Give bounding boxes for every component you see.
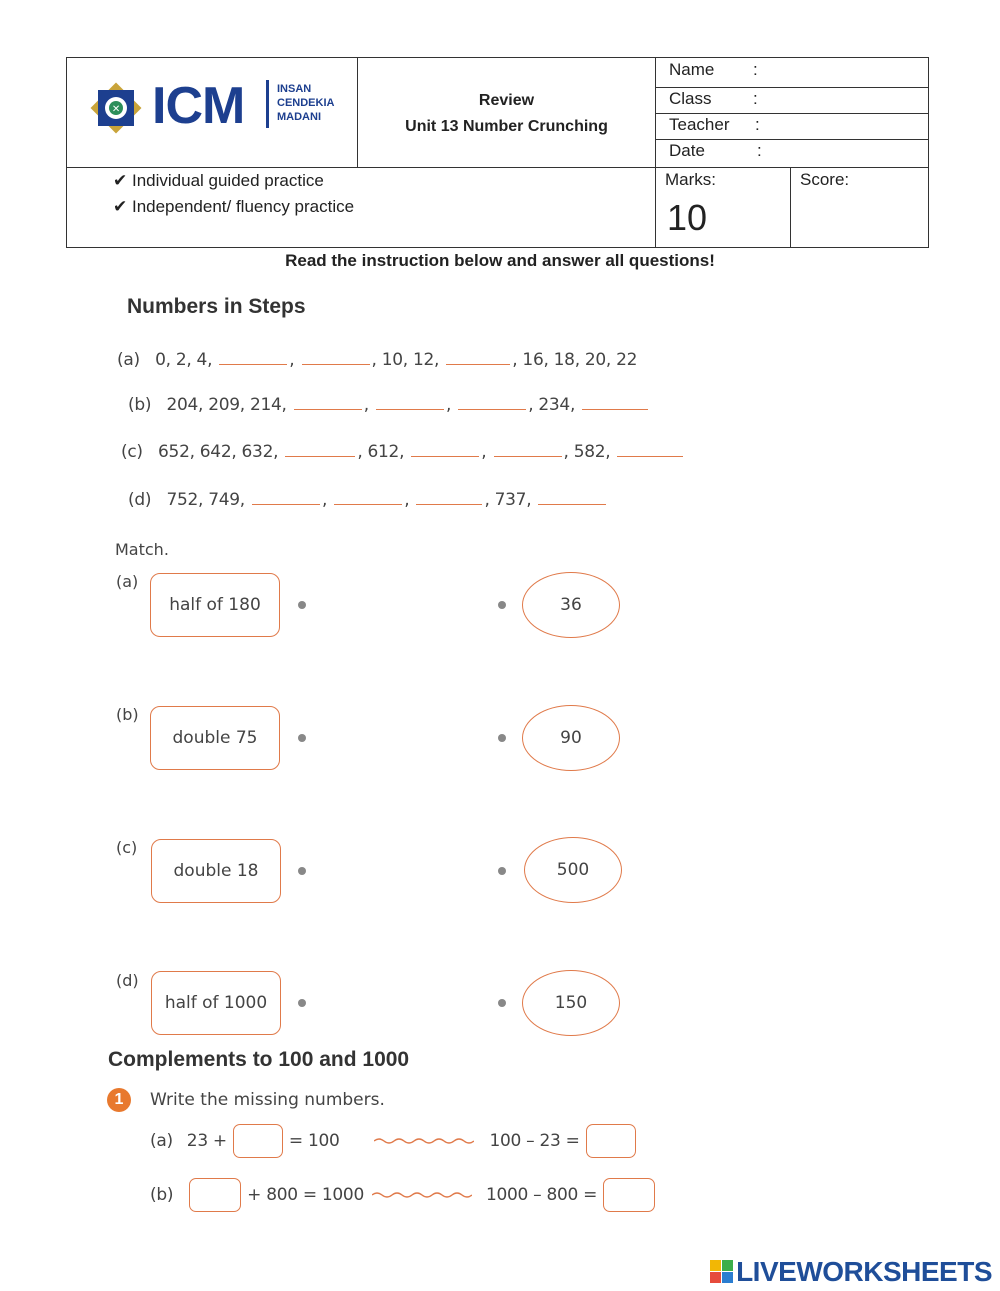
answer-blank[interactable] (294, 408, 362, 410)
logo-divider (266, 80, 269, 128)
liveworksheets-logo: LIVEWORKSHEETS (710, 1256, 992, 1288)
match-dot-left[interactable] (298, 999, 306, 1007)
match-left-box: double 18 (151, 839, 281, 903)
match-dot-right[interactable] (498, 734, 506, 742)
liveworksheets-icon (710, 1260, 734, 1284)
answer-blank[interactable] (252, 503, 320, 505)
score-label: Score: (800, 170, 850, 189)
match-right-oval: 36 (522, 572, 620, 638)
answer-box[interactable] (233, 1124, 283, 1158)
answer-box[interactable] (586, 1124, 636, 1158)
steps-row-d: (d) 752, 749, , , , 737, (128, 490, 608, 510)
answer-blank[interactable] (458, 408, 526, 410)
match-label: (b) (116, 705, 139, 724)
question-number: 1 (107, 1088, 131, 1112)
row-label: (d) (128, 490, 152, 510)
row-label: (b) (128, 395, 152, 415)
name-colon: : (753, 60, 758, 79)
name-field[interactable] (785, 60, 925, 84)
teacher-label: Teacher (669, 115, 730, 134)
worksheet-title: Review Unit 13 Number Crunching (405, 92, 608, 135)
logo-emblem-icon (88, 80, 144, 136)
answer-blank[interactable] (617, 455, 683, 457)
match-label: (a) (116, 572, 139, 591)
match-dot-right[interactable] (498, 867, 506, 875)
match-right-oval: 500 (524, 837, 622, 903)
svg-text:✕: ✕ (111, 104, 121, 115)
steps-row-b: (b) 204, 209, 214, , , , 234, (128, 395, 650, 415)
wavy-line-icon (374, 1137, 474, 1145)
class-label: Class (669, 89, 712, 108)
answer-blank[interactable] (285, 455, 355, 457)
check-item: ✔ Individual guided practice (113, 171, 324, 190)
row-label: (a) (117, 350, 140, 370)
answer-blank[interactable] (416, 503, 482, 505)
answer-blank[interactable] (334, 503, 402, 505)
match-dot-right[interactable] (498, 601, 506, 609)
class-field[interactable] (785, 89, 925, 111)
answer-blank[interactable] (582, 408, 648, 410)
date-label: Date (669, 141, 705, 160)
class-colon: : (753, 89, 758, 108)
match-left-box: double 75 (150, 706, 280, 770)
match-right-oval: 150 (522, 970, 620, 1036)
answer-blank[interactable] (376, 408, 444, 410)
instruction: Read the instruction below and answer all questions! (285, 251, 715, 270)
question-text: Write the missing numbers. (150, 1090, 385, 1110)
match-dot-right[interactable] (498, 999, 506, 1007)
match-label: (c) (116, 838, 138, 857)
name-label: Name (669, 60, 715, 79)
match-dot-left[interactable] (298, 867, 306, 875)
answer-blank[interactable] (219, 363, 287, 365)
answer-blank[interactable] (302, 363, 370, 365)
wavy-line-icon (372, 1191, 472, 1199)
check-item: ✔ Independent/ fluency practice (113, 197, 355, 216)
match-right-oval: 90 (522, 705, 620, 771)
row-label: (c) (121, 442, 143, 462)
steps-row-c: (c) 652, 642, 632, , 612, , , 582, (121, 442, 685, 462)
answer-blank[interactable] (411, 455, 479, 457)
match-label: (d) (116, 971, 139, 990)
teacher-colon: : (755, 115, 760, 134)
steps-row-a: (a) 0, 2, 4, , , 10, 12, , 16, 18, 20, 22 (117, 350, 638, 370)
complement-row-a: (a) 23 + = 100 100 – 23 = (150, 1124, 636, 1158)
match-title: Match. (115, 540, 169, 559)
answer-blank[interactable] (494, 455, 562, 457)
logo-text: ICM (152, 77, 245, 135)
steps-title: Numbers in Steps (127, 295, 306, 318)
answer-blank[interactable] (446, 363, 510, 365)
date-colon: : (757, 141, 762, 160)
complement-row-b: (b) + 800 = 1000 1000 – 800 = (150, 1178, 655, 1212)
answer-blank[interactable] (538, 503, 606, 505)
marks-label: Marks: (665, 170, 716, 189)
marks-value: 10 (667, 197, 708, 238)
teacher-field[interactable] (785, 115, 925, 137)
complements-title: Complements to 100 and 1000 (108, 1048, 410, 1071)
date-field[interactable] (785, 141, 925, 163)
match-dot-left[interactable] (298, 734, 306, 742)
answer-box[interactable] (603, 1178, 655, 1212)
match-left-box: half of 180 (150, 573, 280, 637)
answer-box[interactable] (189, 1178, 241, 1212)
match-left-box: half of 1000 (151, 971, 281, 1035)
logo-subtitle: INSAN CENDEKIA MADANI (277, 83, 335, 123)
match-dot-left[interactable] (298, 601, 306, 609)
